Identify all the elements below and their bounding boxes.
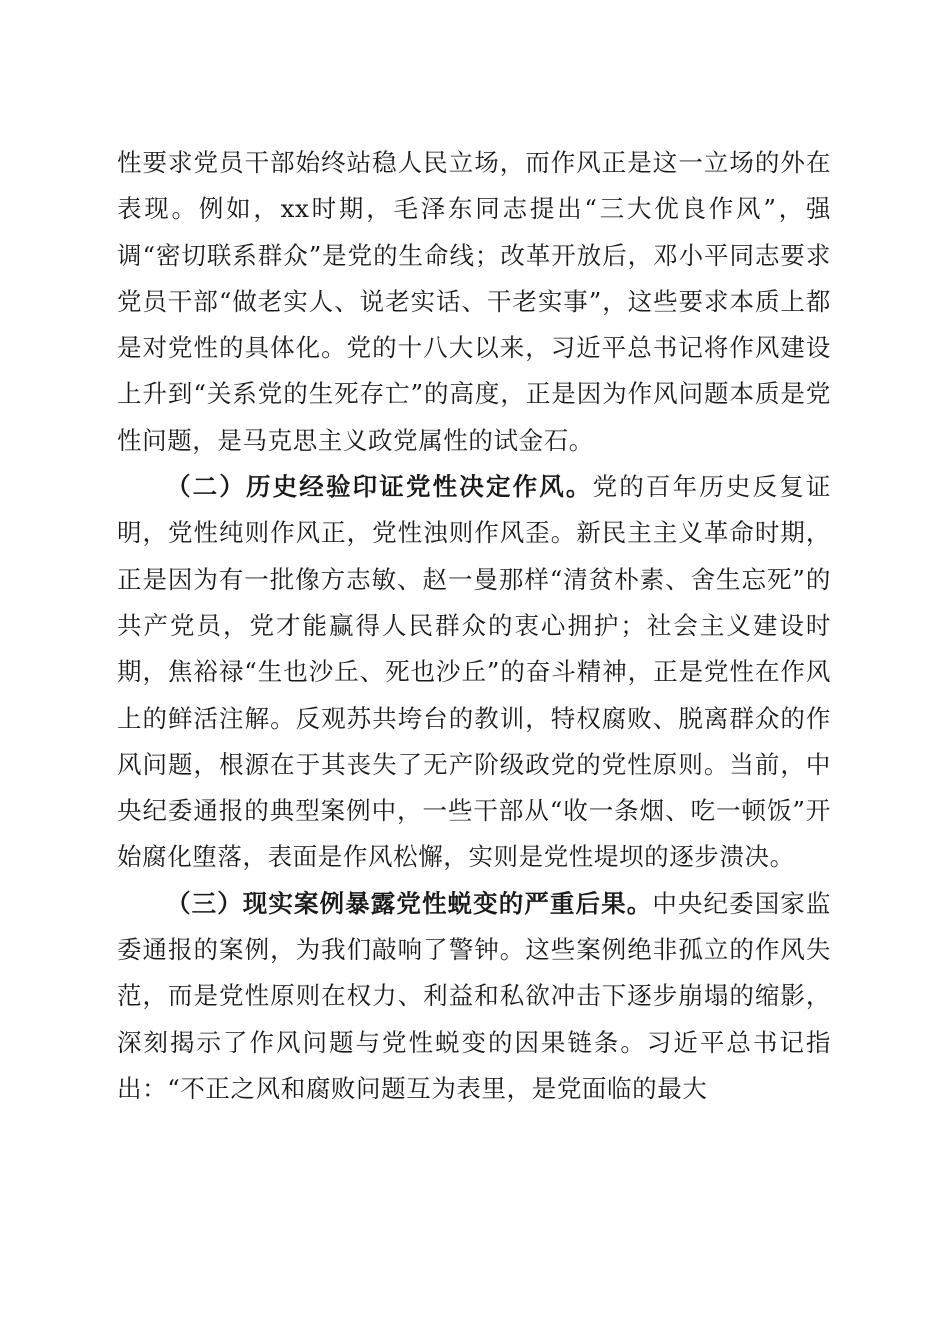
section-heading: （三）现实案例暴露党性蜕变的严重后果。 — [166, 888, 653, 918]
section-heading: （二）历史经验印证党性决定作风。 — [166, 472, 593, 502]
paragraph-continuation — [117, 140, 831, 464]
paragraph-body: 党的百年历史反复证明，党性纯则作风正，党性浊则作风歪。新民主主义革命时期，正是因为有一批像方志敏、赵一曼那样“清贫朴素、舍生忘死”的共产党员，党才能赢得人民群众的衷心拥护；社会主义建设时期，焦裕禄“生也沙丘、死也沙丘”的奋斗精神，正是党性在作风上的鲜活注解。反观苏共垮台的教训，特权腐败、脱离群众的作风问题，根源在于其丧失了无产阶级政党的党性原则。当前，中央纪委通报的典型案例中，一些干部从“收一条烟、吃一顿饭”开始腐化堕落，表面是作风松懈，实则是党性堤坝的逐步溃决。 — [117, 472, 831, 872]
paragraph-body: 中央纪委国家监委通报的案例，为我们敲响了警钟。这些案例绝非孤立的作风失范，而是党性原则在权力、利益和私欲冲击下逐步崩塌的缩影，深刻揭示了作风问题与党性蜕变的因果链条。习近平总书记指出：“不正之风和腐败问题互为表里，是党面临的最大 — [117, 888, 832, 1103]
document-body — [117, 140, 831, 1112]
paragraph-section-2 — [117, 464, 831, 881]
paragraph-section-3 — [117, 881, 831, 1112]
paragraph-body: 性要求党员干部始终站稳人民立场，而作风正是这一立场的外在表现。例如，xx时期，毛泽东同志提出“三大优良作风”，强调“密切联系群众”是党的生命线；改革开放后，邓小平同志要求党员干部“做老实人、说老实话、干老实事”，这些要求本质上都是对党性的具体化。党的十八大以来，习近平总书记将作风建设上升到“关系党的生死存亡”的高度，正是因为作风问题本质是党性问题，是马克思主义政党属性的试金石。 — [117, 148, 831, 455]
